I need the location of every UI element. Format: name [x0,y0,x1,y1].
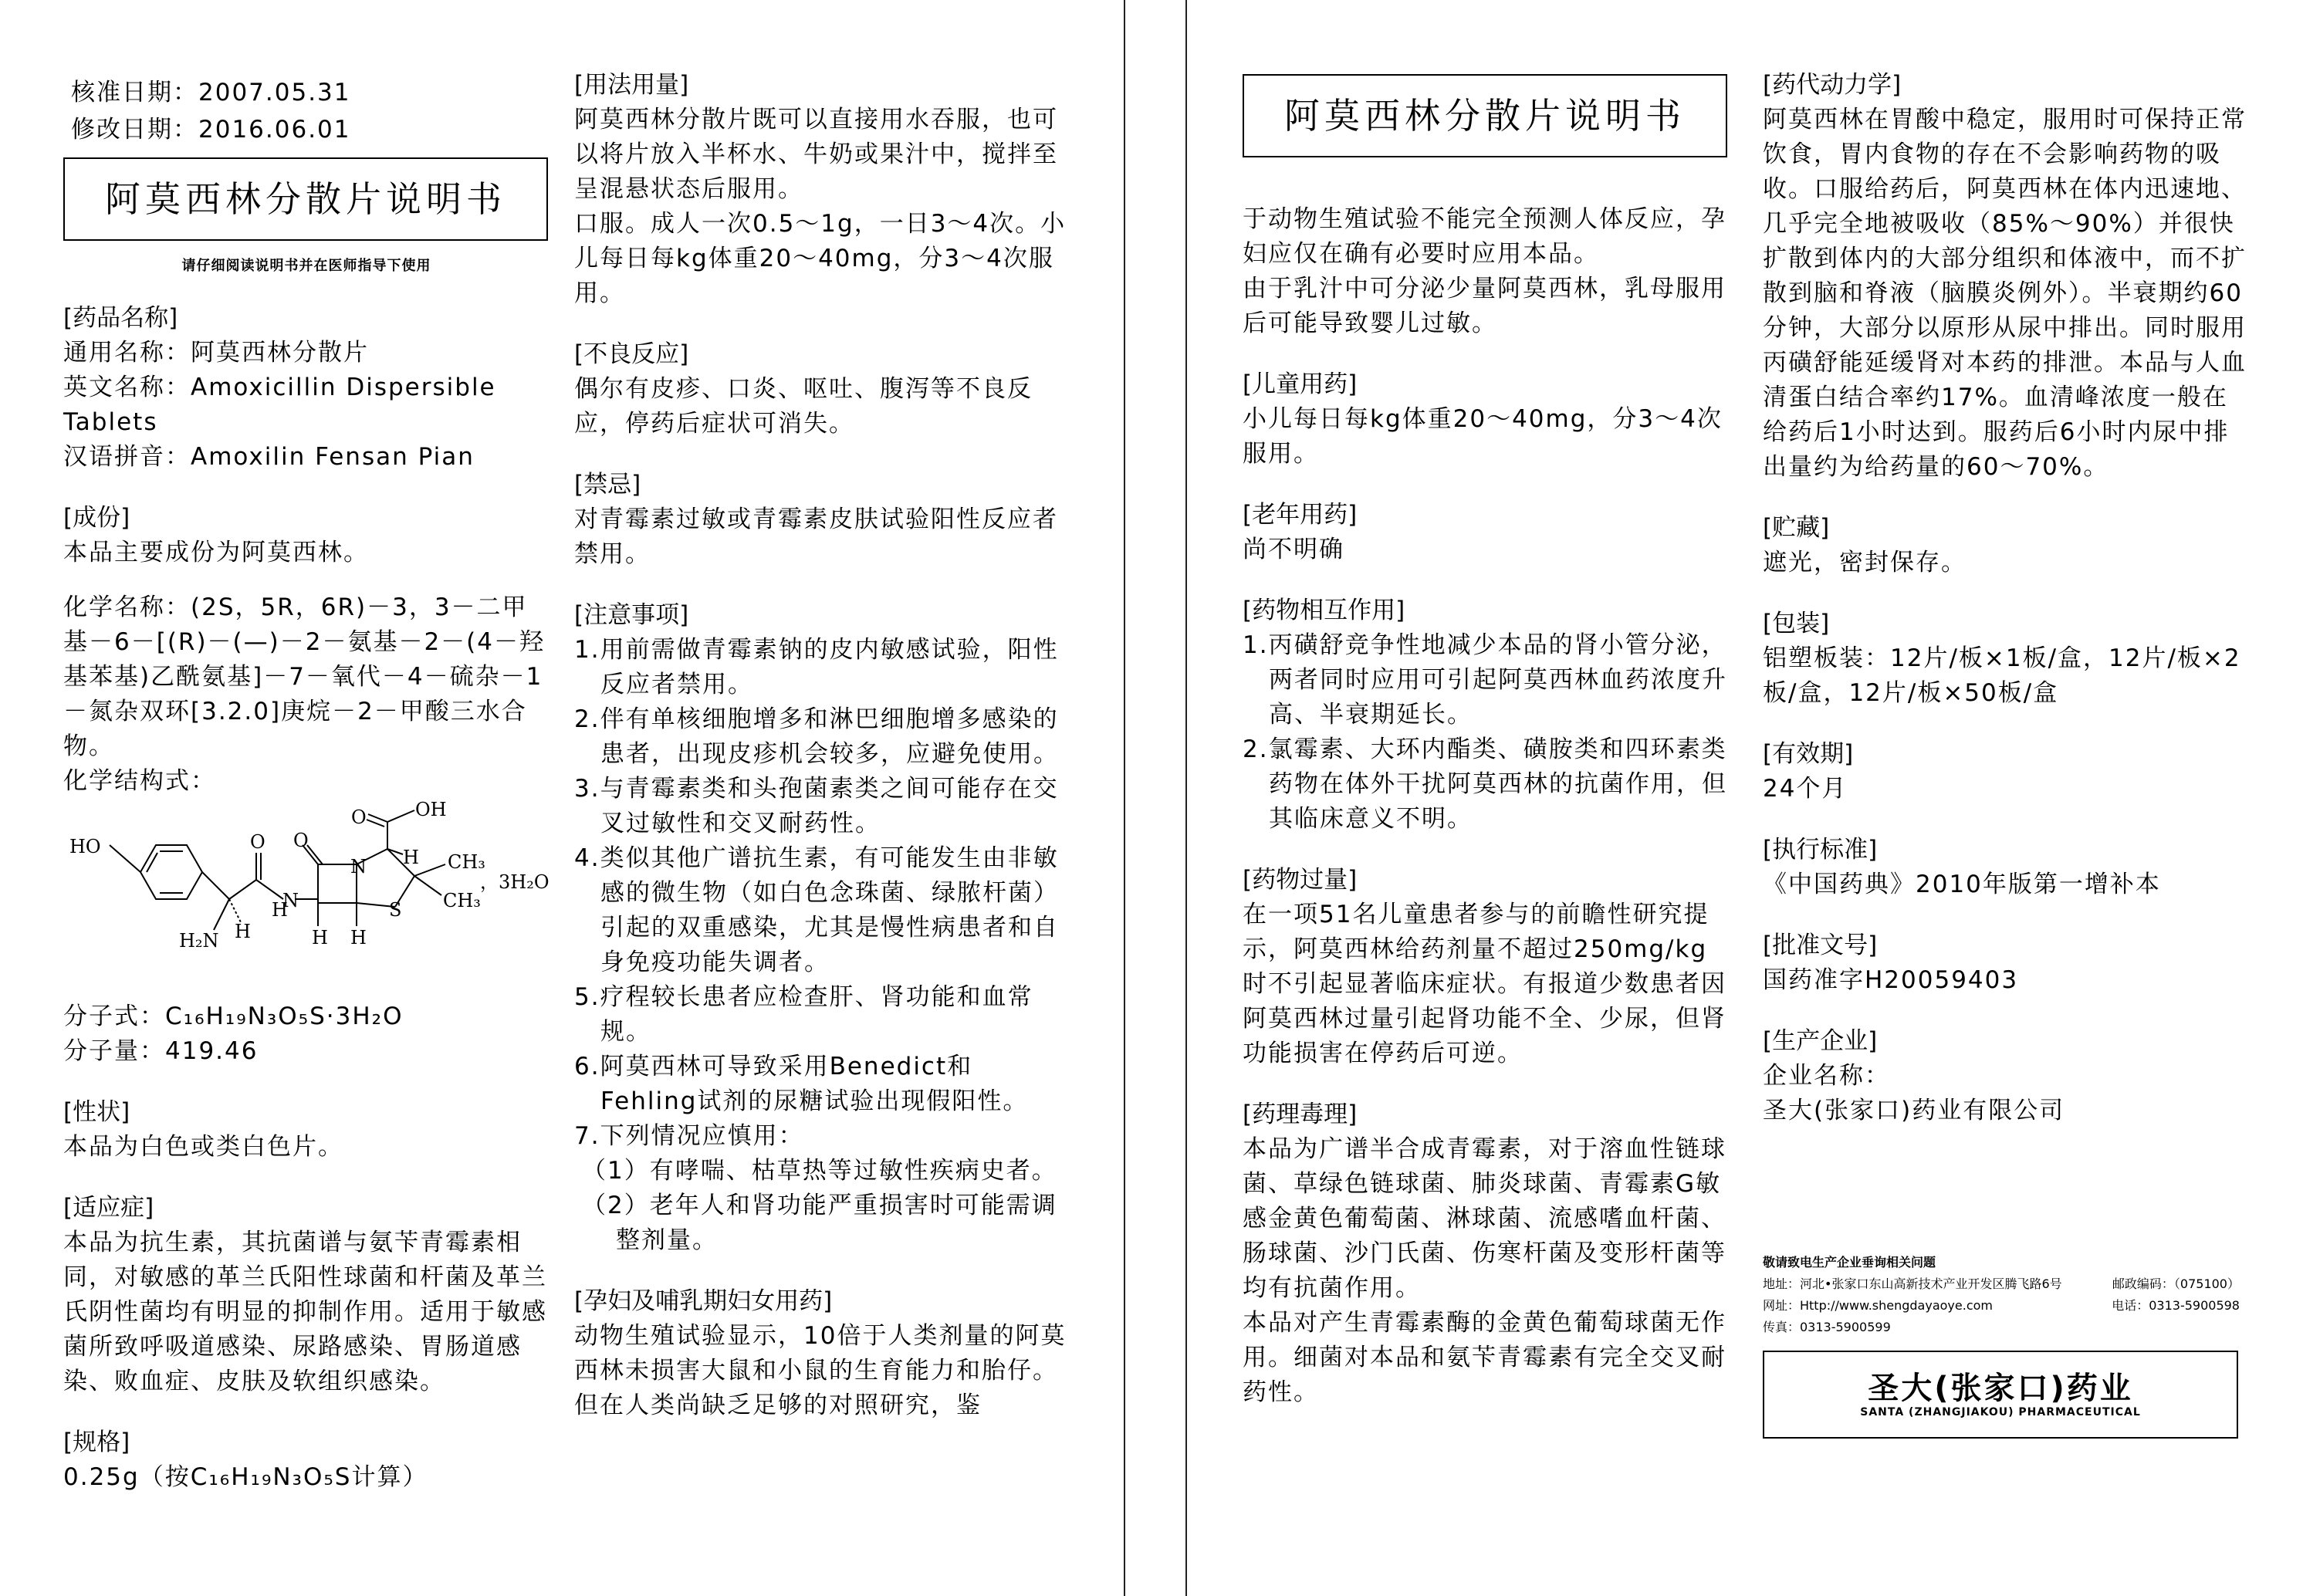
contact-phone: 电话：0313-5900598 [2112,1298,2240,1313]
pregnancy-text: 动物生殖试验显示，10倍于人类剂量的阿莫西林未损害大鼠和小鼠的生育能力和胎仔。但在人类尚缺乏足够的对照研究，鉴 [574,1322,1067,1419]
interactions-list [1243,628,1730,837]
storage-heading: [贮藏] [1763,514,1830,542]
document-title-right: 阿莫西林分散片说明书 [1243,74,1727,157]
ch3-label-1: CH₃ [448,851,485,873]
company-logo-en: SANTA (ZHANGJIAKOU) PHARMACEUTICAL [1860,1406,2141,1418]
list-item: 4.类似其他广谱抗生素，有可能发生由非敏感的微生物（如白色念珠菌、绿脓杆菌）引起的双重感染，尤其是慢性病患者和自身免疫功能失调者。 [574,844,1059,976]
list-item: 1.丙磺舒竞争性地减少本品的肾小管分泌，两者同时应用可引起阿莫西林血药浓度升高、半衰期延长。 [1243,631,1727,729]
molecular-weight: 分子量：419.46 [63,1037,259,1065]
left-page [0,0,1125,1596]
list-item: 6.阿莫西林可导致采用Benedict和Fehling试剂的尿糖试验出现假阳性。 [574,1053,1029,1115]
list-item: 1.用前需做青霉素钠的皮内敏感试验，阳性反应者禁用。 [574,636,1059,698]
approval-number-heading: [批准文号] [1763,932,1878,959]
usage-notice: 请仔细阅读说明书并在医师指导下使用 [181,258,431,274]
manufacturer-heading: [生产企业] [1763,1027,1878,1055]
left-column-2 [574,68,1067,1423]
contraindications-heading: [禁忌] [574,471,641,499]
approval-date: 核准日期：2007.05.31 [71,79,351,107]
dosage-heading: [用法用量] [574,71,689,99]
contact-notice: 敬请致电生产企业垂询相关问题 [1763,1255,1936,1270]
acid-oxygen-label: O [351,806,367,828]
package-heading: [包装] [1763,610,1830,637]
ch3-label-2: CH₃ [443,890,481,911]
appearance-text: 本品为白色或类白色片。 [63,1133,343,1161]
lactation-text: 由于乳汁中可分泌少量阿莫西林，乳母服用后可能导致婴儿过敏。 [1243,275,1726,337]
pinyin-name: 汉语拼音：Amoxilin Fensan Pian [63,443,475,471]
indications-heading: [适应症] [63,1194,154,1222]
chemical-name: 化学名称：(2S，5R，6R)－3，3－二甲基－6－[(R)－(—)－2－氨基－2－(4－羟基苯基)乙酰氨基]－7－氧代－4－硫杂－1－氮杂双环[3.2.0]庚烷－2－甲酸三水合物。 [63,593,545,760]
pharmacology-heading: [药理毒理] [1243,1101,1358,1128]
ring-oxygen-label: O [293,830,309,851]
english-name: 英文名称：Amoxicillin Dispersible Tablets [63,374,496,436]
list-item: 3.与青霉素类和头孢菌素类之间可能存在交叉过敏性和交叉耐药性。 [574,775,1059,837]
revision-date: 修改日期：2016.06.01 [71,116,351,144]
manufacturer-name: 圣大(张家口)药业有限公司 [1763,1097,2065,1124]
contact-postcode: 邮政编码：（075100） [2112,1276,2240,1291]
appearance-heading: [性状] [63,1098,130,1126]
validity-heading: [有效期] [1763,740,1854,768]
indications-text: 本品为抗生素，其抗菌谱与氨苄青霉素相同，对敏感的革兰氏阳性球菌和杆菌及革兰氏阴性菌均有明显的抑制作用。适用于敏感菌所致呼吸道感染、尿路感染、胃肠道感染、败血症、皮肤及软组织感染。 [63,1229,547,1395]
adverse-text: 偶尔有皮疹、口炎、呕吐、腹泻等不良反应，停药后症状可消失。 [574,375,1033,438]
structure-label: 化学结构式： [63,767,216,795]
pregnancy-continued: 于动物生殖试验不能完全预测人体反应，孕妇应仅在确有必要时应用本品。 [1243,205,1726,268]
left-page-edge [1124,0,1125,1596]
package-text: 铝塑板装：12片/板×1板/盒，12片/板×2板/盒，12片/板×50板/盒 [1763,644,2241,707]
precautions-list [574,633,1067,1258]
bottom-h-label-1: H [312,927,328,948]
adverse-heading: [不良反应] [574,340,689,368]
chemical-structure [63,799,550,1023]
contraindications-text: 对青霉素过敏或青霉素皮肤试验阳性反应者禁用。 [574,506,1058,568]
approval-number-text: 国药准字H20059403 [1763,966,2019,994]
right-column-1 [1243,74,1730,1410]
dosage-text-2: 口服。成人一次0.5～1g，一日3～4次。小儿每日每kg体重20～40mg，分3～4次服用。 [574,210,1067,307]
right-page [1185,0,2303,1596]
oh-label: OH [415,799,447,820]
pharmacokinetics-text: 阿莫西林在胃酸中稳定，服用时可保持正常饮食，胃内食物的存在不会影响药物的吸收。口服给药后，阿莫西林在体内迅速地、几乎完全地被吸收（85%～90%）并很快扩散到体内的大部分组织和体液中，而不扩散到脑和脊液（脑膜炎例外）。半衰期约60分钟，大部分以原形从尿中排出。同时服用丙磺舒能延缓肾对本药的排泄。本品与人血清蛋白结合率约17%。血清峰浓度一般在给药后1小时达到。服药后6小时内尿中排出量约为给药量的60～70%。 [1763,106,2247,481]
document-title: 阿莫西林分散片说明书 [63,157,548,241]
company-logo-box [1763,1351,2238,1439]
contact-web-row [1763,1295,2240,1317]
amide-nitrogen-label: N [282,890,299,911]
list-item: （1）有哮喘、枯草热等过敏性疾病史者。 [582,1157,1057,1185]
pharmacokinetics-heading: [药代动力学] [1763,71,1902,99]
contact-block [1763,1252,2240,1439]
amide-h-label: H [272,899,288,921]
validity-text: 24个月 [1763,775,1848,803]
specification-heading: [规格] [63,1429,130,1456]
right-page-edge [1185,0,1187,1596]
benzene-ring [140,845,202,899]
h-top-label: H [403,847,419,868]
left-column-1 [63,74,550,1495]
standard-heading: [执行标准] [1763,836,1878,864]
contact-address: 地址：河北•张家口东山高新技术产业开发区腾飞路6号 [1763,1276,2062,1291]
elderly-heading: [老年用药] [1243,501,1358,529]
manufacturer-label: 企业名称： [1763,1062,1890,1090]
h2n-label: H₂N [179,930,219,952]
specification-text: 0.25g（按C₁₆H₁₉N₃O₅S计算） [63,1463,428,1491]
drug-name-heading: [药品名称] [63,304,178,332]
composition-text: 本品主要成份为阿莫西林。 [63,539,369,566]
precautions-heading: [注意事项] [574,601,689,629]
overdose-text: 在一项51名儿童患者参与的前瞻性研究提示，阿莫西林给药剂量不超过250mg/kg时不引起显著临床症状。有报道少数患者因阿莫西林过量引起肾功能不全、少尿，但肾功能损害在停药后可逆。 [1243,901,1726,1067]
sulfur-label: S [389,899,402,921]
list-item: 2.氯霉素、大环内酯类、磺胺类和四环素类药物在体外干扰阿莫西林的抗菌作用，但其临床意义不明。 [1243,735,1727,833]
elderly-text: 尚不明确 [1243,536,1344,563]
pharmacology-text-1: 本品为广谱半合成青霉素，对于溶血性链球菌、草绿色链球菌、肺炎球菌、青霉素G敏感金黄色葡萄菌、淋球菌、流感嗜血杆菌、肠球菌、沙门氏菌、伤寒杆菌及变形杆菌等均有抗菌作用。 [1243,1135,1726,1302]
ring-nitrogen-label: N [350,856,367,877]
company-logo-cn: 圣大(张家口)药业 [1868,1371,2133,1406]
generic-name: 通用名称：阿莫西林分散片 [63,339,369,367]
contact-website[interactable]: 网址：Http://www.shengdayaoye.com [1763,1298,1993,1313]
molecular-formula: 分子式：C₁₆H₁₉N₃O₅S·3H₂O [63,1003,404,1030]
dosage-text-1: 阿莫西林分散片既可以直接用水吞服，也可以将片放入半杯水、牛奶或果汁中，搅拌至呈混悬状态后服用。 [574,106,1058,203]
storage-text: 遮光，密封保存。 [1763,549,1967,577]
standard-text: 《中国药典》2010年版第一增补本 [1763,871,2161,898]
children-text: 小儿每日每kg体重20～40mg，分3～4次服用。 [1243,405,1723,468]
contact-address-row [1763,1273,2240,1295]
bottom-h-label-2: H [350,927,367,948]
children-heading: [儿童用药] [1243,370,1358,398]
amide-oxygen-label: O [250,831,265,853]
contact-fax: 传真：0313-5900599 [1763,1320,1891,1334]
list-item: 5.疗程较长患者应检查肝、肾功能和血常规。 [574,983,1033,1046]
list-item: 2.伴有单核细胞增多和淋巴细胞增多感染的患者，出现皮疹机会较多，应避免使用。 [574,705,1059,768]
water-label: ，3H₂O [480,871,550,893]
list-item: 7.下列情况应慎用： [574,1122,804,1150]
pharmacology-text-2: 本品对产生青霉素酶的金黄色葡萄球菌无作用。细菌对本品和氨苄青霉素有完全交叉耐药性。 [1243,1309,1726,1406]
overdose-heading: [药物过量] [1243,866,1358,894]
pregnancy-heading: [孕妇及哺乳期妇女用药] [574,1287,833,1315]
list-item: （2）老年人和肾功能严重损害时可能需调整剂量。 [582,1192,1057,1254]
alpha-h-label: H [235,921,251,942]
right-column-2 [1763,68,2251,1439]
ho-label: HO [69,836,101,857]
interactions-heading: [药物相互作用] [1243,597,1405,624]
composition-heading: [成份] [63,504,130,532]
